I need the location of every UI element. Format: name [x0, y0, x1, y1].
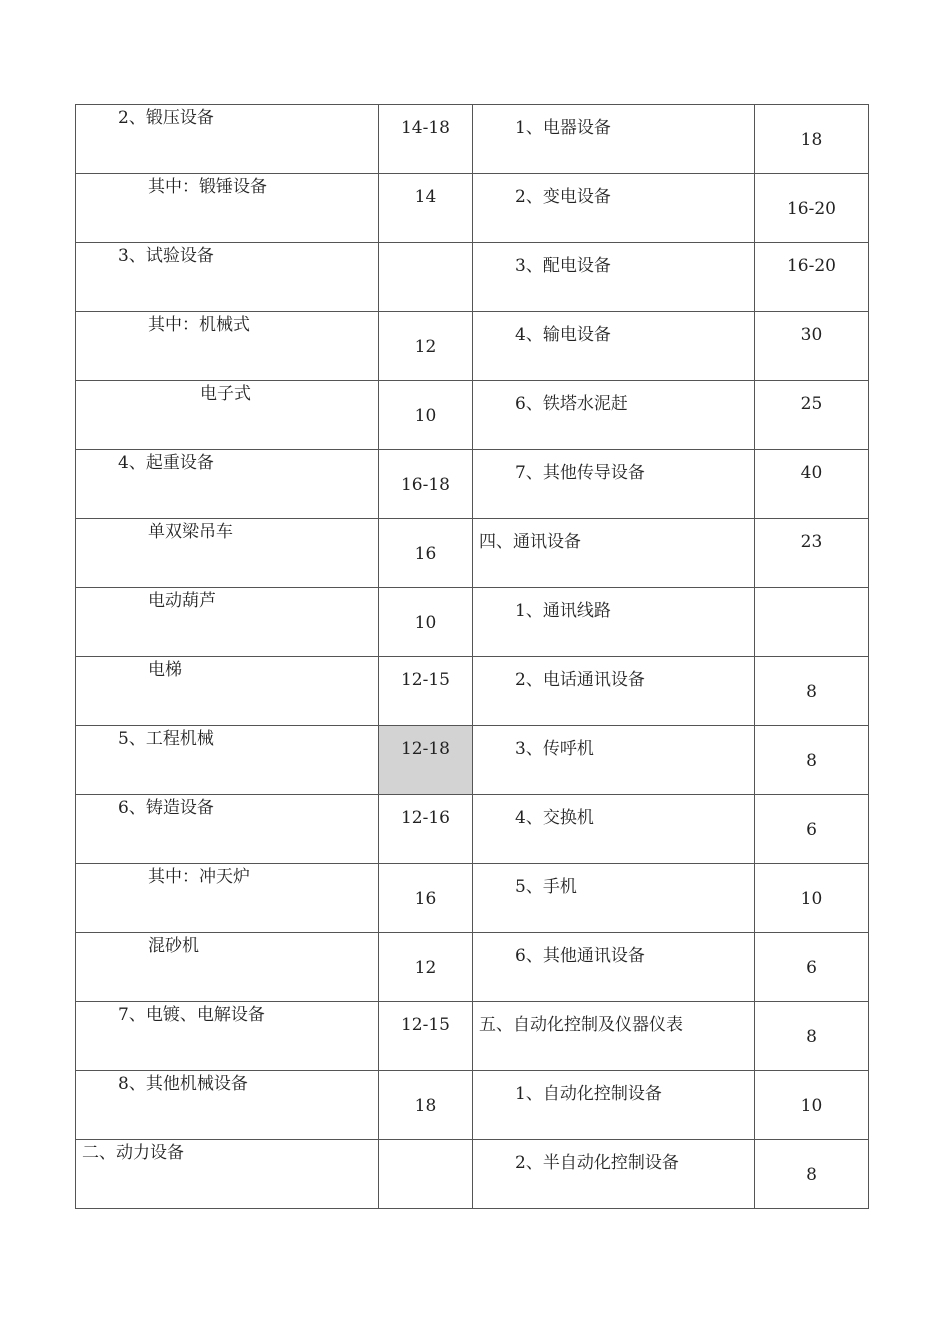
- left-value-cell: 12: [379, 933, 473, 1002]
- left-value-cell: 18: [379, 1071, 473, 1140]
- right-label-cell: 2、变电设备: [473, 174, 755, 243]
- left-label-cell: 二、动力设备: [76, 1140, 379, 1209]
- right-label-cell: 3、传呼机: [473, 726, 755, 795]
- right-label-cell: 1、电器设备: [473, 105, 755, 174]
- left-label-cell: 其中：冲天炉: [76, 864, 379, 933]
- right-label-cell: 4、交换机: [473, 795, 755, 864]
- table-row: [76, 105, 869, 174]
- left-label-cell: 8、其他机械设备: [76, 1071, 379, 1140]
- left-label-cell: 6、铸造设备: [76, 795, 379, 864]
- left-value-cell: [379, 1140, 473, 1209]
- right-value-cell: 8: [755, 1140, 869, 1209]
- right-value-cell: 18: [755, 105, 869, 174]
- right-value-cell: 8: [755, 1002, 869, 1071]
- left-value-cell: 16: [379, 519, 473, 588]
- table-row: [76, 243, 869, 312]
- left-value-cell: 12-15: [379, 1002, 473, 1071]
- right-value-cell: 16-20: [755, 174, 869, 243]
- highlighted-value-cell: 12-18: [379, 726, 473, 795]
- right-value-cell: 23: [755, 519, 869, 588]
- right-value-cell: 10: [755, 864, 869, 933]
- right-label-cell: 6、其他通讯设备: [473, 933, 755, 1002]
- right-label-cell: 五、自动化控制及仪器仪表: [473, 1002, 755, 1071]
- left-value-cell: 16-18: [379, 450, 473, 519]
- left-value-cell: 12-15: [379, 657, 473, 726]
- right-value-cell: 8: [755, 657, 869, 726]
- table-row: [76, 726, 869, 795]
- right-value-cell: [755, 588, 869, 657]
- table-row: [76, 864, 869, 933]
- table-row: [76, 450, 869, 519]
- table-row: [76, 1140, 869, 1209]
- right-label-cell: 1、自动化控制设备: [473, 1071, 755, 1140]
- right-label-cell: 5、手机: [473, 864, 755, 933]
- left-value-cell: 12: [379, 312, 473, 381]
- table-row: [76, 933, 869, 1002]
- left-value-cell: 10: [379, 588, 473, 657]
- left-label-cell: 电动葫芦: [76, 588, 379, 657]
- table-row: [76, 174, 869, 243]
- right-value-cell: 8: [755, 726, 869, 795]
- left-label-cell: 其中：机械式: [76, 312, 379, 381]
- left-label-cell: 5、工程机械: [76, 726, 379, 795]
- left-label-cell: 电梯: [76, 657, 379, 726]
- right-value-cell: 40: [755, 450, 869, 519]
- right-label-cell: 6、铁塔水泥赶: [473, 381, 755, 450]
- right-label-cell: 2、电话通讯设备: [473, 657, 755, 726]
- right-label-cell: 4、输电设备: [473, 312, 755, 381]
- left-label-cell: 3、试验设备: [76, 243, 379, 312]
- table-row: [76, 312, 869, 381]
- depreciation-table: [75, 104, 869, 1209]
- right-label-cell: 1、通讯线路: [473, 588, 755, 657]
- left-label-cell: 混砂机: [76, 933, 379, 1002]
- left-value-cell: 16: [379, 864, 473, 933]
- table-row: [76, 1002, 869, 1071]
- left-label-cell: 2、锻压设备: [76, 105, 379, 174]
- right-value-cell: 30: [755, 312, 869, 381]
- table-row: [76, 795, 869, 864]
- right-label-cell: 2、半自动化控制设备: [473, 1140, 755, 1209]
- left-value-cell: [379, 243, 473, 312]
- table-row: [76, 657, 869, 726]
- right-value-cell: 6: [755, 933, 869, 1002]
- right-value-cell: 10: [755, 1071, 869, 1140]
- left-value-cell: 12-16: [379, 795, 473, 864]
- table-row: [76, 588, 869, 657]
- right-value-cell: 16-20: [755, 243, 869, 312]
- left-value-cell: 14-18: [379, 105, 473, 174]
- left-value-cell: 10: [379, 381, 473, 450]
- left-label-cell: 电子式: [76, 381, 379, 450]
- right-label-cell: 7、其他传导设备: [473, 450, 755, 519]
- left-label-cell: 7、电镀、电解设备: [76, 1002, 379, 1071]
- right-label-cell: 3、配电设备: [473, 243, 755, 312]
- right-value-cell: 25: [755, 381, 869, 450]
- table-row: [76, 381, 869, 450]
- right-label-cell: 四、通讯设备: [473, 519, 755, 588]
- left-label-cell: 其中：锻锤设备: [76, 174, 379, 243]
- left-label-cell: 4、起重设备: [76, 450, 379, 519]
- right-value-cell: 6: [755, 795, 869, 864]
- table-row: [76, 1071, 869, 1140]
- table-row: [76, 519, 869, 588]
- left-value-cell: 14: [379, 174, 473, 243]
- left-label-cell: 单双梁吊车: [76, 519, 379, 588]
